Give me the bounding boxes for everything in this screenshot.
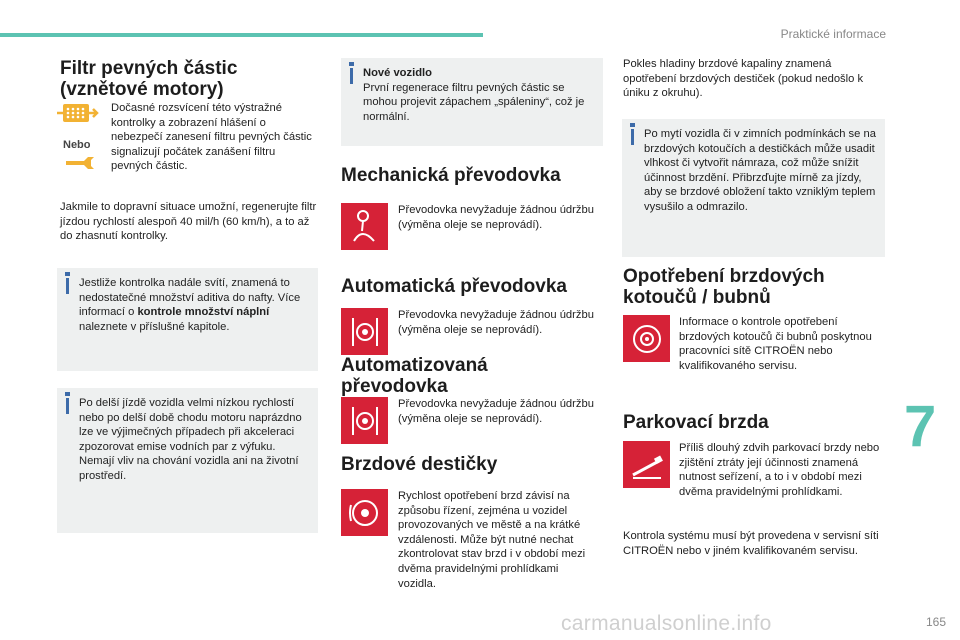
- info-icon: [349, 62, 354, 66]
- chapter-number: 7: [904, 394, 937, 459]
- wrench-icon: [64, 156, 96, 170]
- note-washing-text: Po mytí vozidla či v zimních podmínkách se na brzdových kotoučích a destičkách může usadit vlhkost či vytvořit námraza, což může snížit účinnost brzdění. Přibrzďujte mírně za jízdy, aby se brzdové obložení takto vzniklým teplem vysušilo a odmrazilo.: [644, 128, 876, 213]
- dpf-title: Filtr pevných částic (vznětové motory): [60, 58, 238, 100]
- dpf-warning-icon: [57, 101, 103, 125]
- info-note-washing: [622, 119, 885, 257]
- brake-disc-icon: [623, 315, 670, 362]
- brake-pad-icon: [341, 489, 388, 536]
- manual-gearbox-title: Mechanická převodovka: [341, 165, 561, 186]
- info-icon-bar: [631, 129, 634, 145]
- info-icon: [65, 272, 70, 276]
- info-icon-bar: [66, 278, 69, 294]
- gear-lever-icon: [341, 203, 388, 250]
- brake-discs-title: Opotřebení brzdových kotoučů / bubnů: [623, 266, 825, 308]
- note-steam-text: Po delší jízdě vozidla velmi nízkou rychlostí nebo po delší době chodu motoru naprázdno lze ve výjimečných případech při akceleraci zpozorovat emise vodních par z výfuku. Nemají vliv na chování vozidla ani na životní prostředí.: [79, 397, 302, 482]
- gearbox-service-icon: [341, 308, 388, 355]
- gearbox-service-icon: [341, 397, 388, 444]
- brake-fluid-text: Pokles hladiny brzdové kapaliny znamená opotřebení brzdových destiček (pokud nedošlo k úniku z okruhu).: [623, 58, 864, 100]
- info-icon: [65, 392, 70, 396]
- info-note-steam: [57, 388, 318, 533]
- or-label: Nebo: [63, 139, 91, 151]
- header-accent-bar: [0, 33, 483, 37]
- brake-pads-text: Rychlost opotřebení brzd závisí na způsobu řízení, zejména u vozidel provozovaných ve městě a na krátké vzdálenosti. Může být nutné nechat zkontrolovat stav brzd i v období mezi dvěma pravidelnými prohlídkami vozidla.: [398, 490, 586, 590]
- info-icon-bar: [350, 68, 353, 84]
- automated-gearbox-title: Automatizovaná převodovka: [341, 355, 488, 397]
- info-icon: [630, 123, 635, 127]
- info-note-new-vehicle: [341, 58, 603, 146]
- automatic-gearbox-title: Automatická převodovka: [341, 276, 567, 297]
- brake-pads-title: Brzdové destičky: [341, 454, 498, 475]
- watermark: carmanualsonline.info: [561, 612, 772, 635]
- brake-discs-text: Informace o kontrole opotřebení brzdových kotoučů či bubnů poskytnou pracovníci sítě CITROËN nebo kvalifikovaného servisu.: [679, 316, 872, 372]
- parking-brake-text: Příliš dlouhý zdvih parkovací brzdy nebo zjištění ztráty její účinnosti znamená nutnost seřízení, a to i v období mezi dvěma pravidelnými prohlídkami.: [679, 442, 880, 498]
- info-note-additive: [57, 268, 318, 371]
- note-additive-text: Jestliže kontrolka nadále svítí, znamená to nedostatečné množství aditiva do nafty. Více informací o kontrole množství náplní naleznete v příslušné kapitole.: [79, 277, 301, 333]
- note-new-vehicle: Nové vozidlo První regenerace filtru pevných částic se mohou projevit zápachem „spáleniny“, což je normální.: [363, 67, 585, 123]
- parking-brake-footer: Kontrola systému musí být provedena v servisní síti CITROËN nebo v jiném kvalifikovaném servisu.: [623, 530, 879, 557]
- automatic-gearbox-text: Převodovka nevyžaduje žádnou údržbu (výměna oleje se neprovádí).: [398, 309, 594, 336]
- page-number: 165: [925, 615, 946, 629]
- parking-brake-icon: [623, 441, 670, 488]
- parking-brake-title: Parkovací brzda: [623, 412, 769, 433]
- manual-gearbox-text: Převodovka nevyžaduje žádnou údržbu (výměna oleje se neprovádí).: [398, 204, 594, 231]
- dpf-body-text: Jakmile to dopravní situace umožní, regenerujte filtr jízdou rychlostí alespoň 40 mil/h (60 km/h), a to až do zhasnutí kontrolky.: [60, 201, 317, 243]
- info-icon-bar: [66, 398, 69, 414]
- dpf-icon-text: Dočasné rozsvícení této výstražné kontrolky a zobrazení hlášení o nebezpečí zanesení filtru pevných částic signalizují počátek zanášení filtru pevných částic.: [111, 102, 312, 173]
- automated-gearbox-text: Převodovka nevyžaduje žádnou údržbu (výměna oleje se neprovádí).: [398, 398, 594, 425]
- section-header: Praktické informace: [780, 27, 886, 41]
